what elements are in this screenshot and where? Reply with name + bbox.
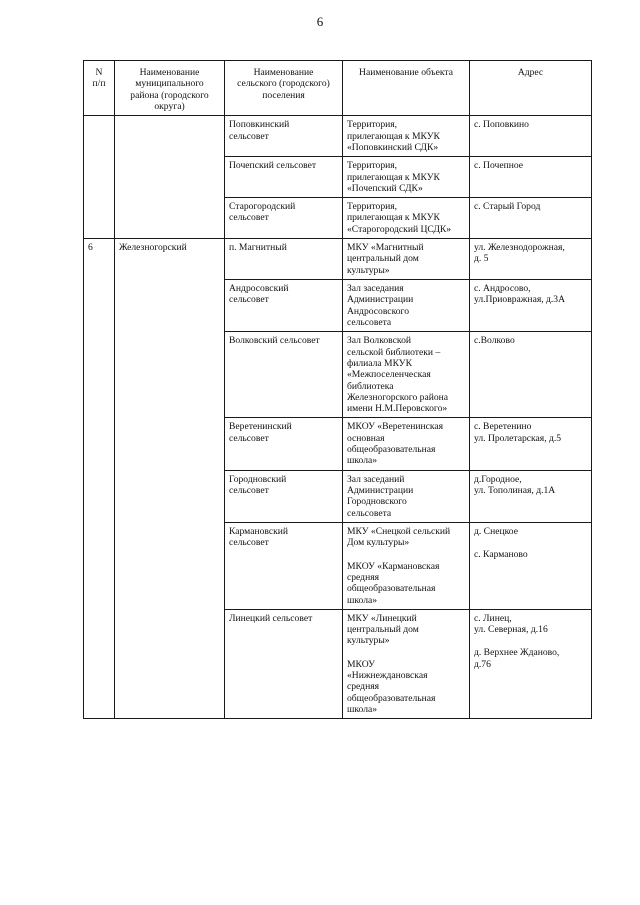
- cell-settlement: Волковский сельсовет: [225, 332, 343, 418]
- cell-settlement: Линецкий сельсовет: [225, 609, 343, 719]
- cell-address: [470, 280, 592, 332]
- table-header-row: [84, 61, 592, 116]
- cell-address-entry: д. Снецкое: [474, 525, 518, 537]
- cell-settlement: п. Магнитный: [225, 239, 343, 280]
- cell-address-entry: с. Андросово, ул.Приовражная, д.3А: [474, 283, 566, 306]
- header-settlement: Наименование сельского (городского) поселения: [225, 61, 343, 116]
- cell-settlement: Андросовский сельсовет: [225, 280, 343, 332]
- cell-district: [115, 116, 225, 239]
- cell-object: [343, 116, 470, 157]
- header-object: Наименование объекта: [343, 61, 470, 116]
- table-row: [84, 239, 592, 280]
- cell-object: [343, 239, 470, 280]
- cell-object-entry: Территория, прилегающая к МКУК «Старогородский ЦСДК»: [347, 201, 452, 235]
- cell-object-entry: МКОУ «Веретенинская основная общеобразовательная школа»: [347, 421, 444, 467]
- cell-address: [470, 239, 592, 280]
- cell-address: [470, 116, 592, 157]
- cell-district: Железногорский: [115, 239, 225, 719]
- cell-object: [343, 418, 470, 470]
- cell-object: [343, 157, 470, 198]
- cell-number: 6: [84, 239, 115, 719]
- cell-address-entry: с. Карманово: [474, 549, 528, 561]
- cell-object: [343, 332, 470, 418]
- cell-address: [470, 198, 592, 239]
- cell-address-entry: с. Веретенино ул. Пролетарская, д.5: [474, 421, 562, 444]
- cell-address-entry: ул. Железнодорожная, д. 5: [474, 242, 565, 265]
- page-number: 6: [316, 14, 324, 29]
- cell-address-entry: д.Городное, ул. Тополиная, д.1А: [474, 473, 556, 496]
- cell-address: [470, 418, 592, 470]
- header-address: Адрес: [470, 61, 592, 116]
- cell-address-entry: с. Линец, ул. Северная, д.16: [474, 612, 548, 636]
- cell-address: [470, 470, 592, 522]
- header-district: Наименование муниципального района (городского округа): [115, 61, 225, 116]
- cell-address: [470, 157, 592, 198]
- cell-settlement: Старогородский сельсовет: [225, 198, 343, 239]
- cell-address: [470, 332, 592, 418]
- cell-object: [343, 198, 470, 239]
- cell-object-entry: МКОУ «Кармановская средняя общеобразовательная школа»: [347, 560, 440, 606]
- cell-number: [84, 116, 115, 239]
- cell-object-entry: Территория, прилегающая к МКУК «Поповкинский СДК»: [347, 119, 440, 153]
- cell-object-entry: Зал Волковской сельской библиотеки – филиала МКУК «Межпоселенческая библиотека Железногорского района имени Н.М.Перовского»: [347, 335, 449, 415]
- cell-settlement: Кармановский сельсовет: [225, 522, 343, 609]
- cell-address-entry: с. Старый Город: [474, 201, 541, 213]
- polling-locations-table: [83, 60, 592, 719]
- cell-object-entry: Зал заседания Администрации Андросовского сельсовета: [347, 283, 414, 328]
- cell-object: [343, 470, 470, 522]
- table-body: [84, 116, 592, 719]
- cell-object-entry: МКУ «Линецкий центральный дом культуры»: [347, 612, 419, 647]
- header-number: N п/п: [84, 61, 115, 116]
- cell-object: [343, 609, 470, 719]
- cell-settlement: Поповкинский сельсовет: [225, 116, 343, 157]
- cell-object-entry: МКУ «Снецкой сельский Дом культуры»: [347, 525, 451, 549]
- cell-object: [343, 280, 470, 332]
- cell-address-entry: с.Волково: [474, 335, 515, 347]
- cell-object-entry: МКУ «Магнитный центральный дом культуры»: [347, 242, 424, 276]
- cell-settlement: Веретенинский сельсовет: [225, 418, 343, 470]
- cell-address-entry: д. Верхнее Жданово, д.76: [474, 647, 560, 670]
- cell-address: [470, 522, 592, 609]
- cell-object-entry: МКОУ «Нижнеждановская средняя общеобразовательная школа»: [347, 658, 436, 715]
- cell-settlement: Почепский сельсовет: [225, 157, 343, 198]
- cell-address-entry: с. Поповкино: [474, 119, 529, 131]
- cell-object-entry: Зал заседаний Администрации Городновского сельсовета: [347, 473, 414, 519]
- cell-address: [470, 609, 592, 719]
- cell-object: [343, 522, 470, 609]
- table-row: [84, 116, 592, 157]
- cell-settlement: Городновский сельсовет: [225, 470, 343, 522]
- cell-object-entry: Территория, прилегающая к МКУК «Почепский СДК»: [347, 160, 440, 194]
- cell-address-entry: с. Почепное: [474, 160, 524, 172]
